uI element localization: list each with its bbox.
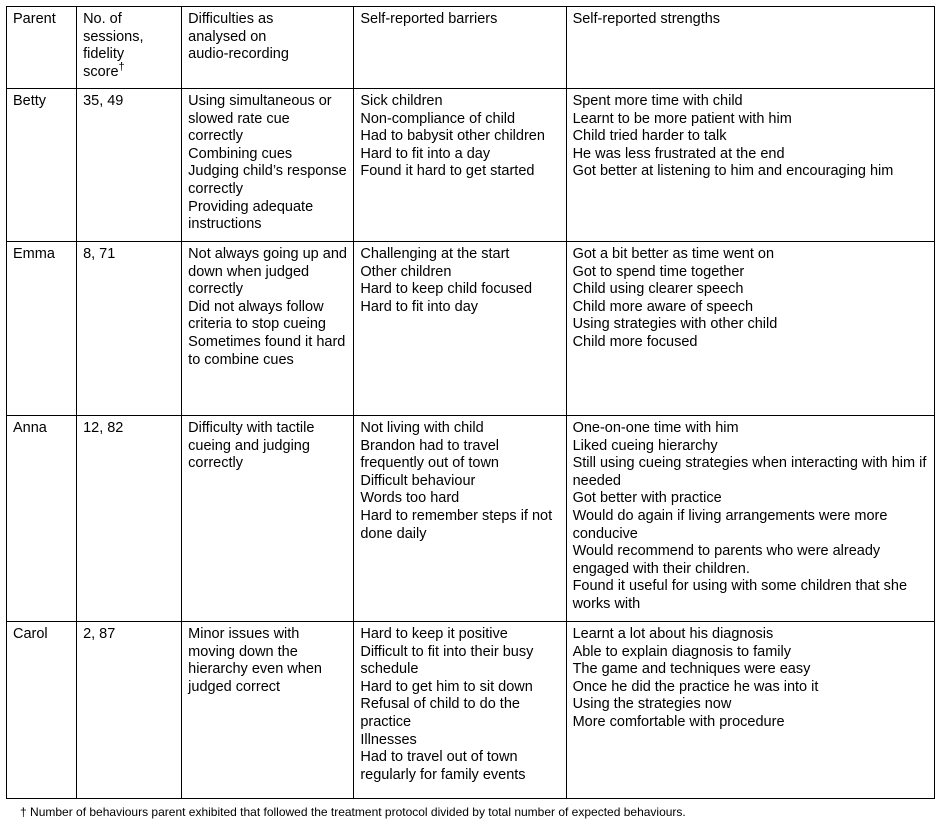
list-item: Child more focused — [572, 333, 698, 350]
list-item: Learnt a lot about his diagnosis — [572, 626, 774, 642]
table-body — [7, 89, 935, 799]
column-header-difficulties-line3: audio-recording — [188, 46, 289, 63]
list-item: Hard to fit into day — [360, 298, 479, 315]
list-item: Minor issues with moving down the hierarchy even when judged correct — [188, 626, 322, 695]
cell-sessions-fidelity — [77, 622, 182, 799]
cell-strengths — [566, 622, 934, 799]
table-row — [7, 622, 935, 799]
list-item: Still using cueing strategies when interacting with him if needed — [572, 455, 927, 489]
list-item: Found it useful for using with some children that she works with — [572, 578, 908, 612]
cell-parent-name — [7, 242, 77, 416]
cell-strengths — [566, 416, 934, 622]
sessions-fidelity-value: 12, 82 — [83, 420, 124, 436]
strengths-list — [573, 626, 929, 732]
difficulties-list — [188, 626, 348, 696]
parent-name: Betty — [13, 93, 47, 109]
list-item: Sick children — [360, 93, 443, 109]
sessions-fidelity-value: 35, 49 — [83, 93, 124, 109]
list-item: Other children — [360, 263, 452, 280]
list-item: Words too hard — [360, 490, 460, 507]
list-item: Hard to get him to sit down — [360, 678, 533, 695]
column-header-parent — [7, 7, 77, 89]
difficulties-list — [188, 246, 348, 369]
list-item: Child more aware of speech — [572, 298, 754, 315]
cell-strengths — [566, 89, 934, 242]
cell-parent-name — [7, 89, 77, 242]
list-item: Hard to remember steps if not done daily — [360, 507, 553, 542]
list-item: Liked cueing hierarchy — [572, 437, 718, 454]
parent-outcomes-table — [6, 6, 935, 799]
cell-barriers — [354, 416, 566, 622]
cell-sessions-fidelity — [77, 242, 182, 416]
table-header — [7, 7, 935, 89]
list-item: Judging child’s response correctly — [188, 163, 347, 197]
dagger-footnote-marker: † — [118, 60, 125, 73]
column-header-strengths — [566, 7, 934, 89]
parent-name: Anna — [13, 420, 47, 436]
column-header-difficulties-line1: Difficulties as — [188, 11, 274, 27]
list-item: Child tried harder to talk — [572, 128, 727, 145]
list-item: Non-compliance of child — [360, 110, 516, 127]
parent-name: Emma — [13, 246, 55, 262]
cell-barriers — [354, 622, 566, 799]
sessions-fidelity-value: 2, 87 — [83, 626, 116, 642]
list-item: Difficult behaviour — [360, 472, 476, 489]
list-item: Would do again if living arrangements were more conducive — [572, 507, 888, 542]
list-item: Would recommend to parents who were already engaged with their children. — [572, 543, 881, 577]
list-item: Did not always follow criteria to stop cueing — [188, 298, 326, 333]
cell-strengths — [566, 242, 934, 416]
cell-barriers — [354, 242, 566, 416]
table-row — [7, 89, 935, 242]
sessions-fidelity-value: 8, 71 — [83, 246, 116, 262]
list-item: Had to travel out of town regularly for family events — [360, 749, 526, 783]
list-item: Got better at listening to him and encouraging him — [572, 163, 894, 180]
barriers-list — [360, 93, 560, 181]
header-row — [7, 7, 935, 89]
cell-sessions-fidelity — [77, 416, 182, 622]
list-item: Using simultaneous or slowed rate cue correctly — [188, 93, 332, 145]
list-item: Using the strategies now — [572, 696, 732, 713]
list-item: Difficulty with tactile cueing and judging correctly — [188, 420, 315, 472]
column-header-sessions-line1: No. of — [83, 11, 122, 27]
list-item: Using strategies with other child — [572, 316, 778, 333]
table-footnote — [6, 799, 935, 820]
list-item: Hard to fit into a day — [360, 145, 491, 162]
list-item: Brandon had to travel frequently out of town — [360, 437, 499, 472]
list-item: Not always going up and down when judged correctly — [188, 246, 347, 298]
column-header-difficulties — [182, 7, 354, 89]
list-item: Hard to keep it positive — [360, 626, 508, 642]
list-item: One-on-one time with him — [572, 420, 739, 436]
list-item: Not living with child — [360, 420, 484, 436]
column-header-sessions-line2: sessions, — [83, 28, 144, 45]
barriers-list — [360, 420, 560, 543]
list-item: More comfortable with procedure — [572, 713, 785, 730]
list-item: Illnesses — [360, 731, 417, 748]
table-row — [7, 242, 935, 416]
list-item: Got a bit better as time went on — [572, 246, 775, 262]
list-item: Hard to keep child focused — [360, 281, 533, 298]
cell-sessions-fidelity — [77, 89, 182, 242]
cell-barriers — [354, 89, 566, 242]
column-header-barriers — [354, 7, 566, 89]
list-item: Combining cues — [188, 145, 293, 162]
list-item: Learnt to be more patient with him — [572, 110, 792, 127]
list-item: Spent more time with child — [572, 93, 743, 109]
list-item: Able to explain diagnosis to family — [572, 643, 791, 660]
list-item: Providing adequate instructions — [188, 198, 314, 233]
barriers-list — [360, 626, 560, 784]
list-item: Once he did the practice he was into it — [572, 678, 819, 695]
footnote-marker-icon: † — [20, 805, 27, 819]
strengths-list — [573, 93, 929, 181]
list-item: Challenging at the start — [360, 246, 510, 262]
list-item: Had to babysit other children — [360, 128, 545, 145]
column-header-sessions — [77, 7, 182, 89]
table-row — [7, 416, 935, 622]
column-header-barriers-label: Self-reported barriers — [360, 11, 498, 27]
cell-difficulties — [182, 89, 354, 242]
list-item: Found it hard to get started — [360, 163, 535, 180]
list-item: He was less frustrated at the end — [572, 145, 785, 162]
cell-difficulties — [182, 242, 354, 416]
strengths-list — [573, 420, 929, 614]
difficulties-list — [188, 420, 348, 473]
list-item: Difficult to fit into their busy schedule — [360, 643, 534, 678]
footnote-text: Number of behaviours parent exhibited that followed the treatment protocol divided by total number of expected behaviours. — [30, 805, 686, 819]
barriers-list — [360, 246, 560, 316]
strengths-list — [573, 246, 929, 352]
list-item: Got to spend time together — [572, 263, 745, 280]
list-item: Child using clearer speech — [572, 281, 744, 298]
list-item: Got better with practice — [572, 490, 722, 507]
column-header-sessions-line3: fidelity — [83, 46, 125, 63]
column-header-difficulties-line2: analysed on — [188, 28, 267, 45]
column-header-sessions-line4: score — [83, 63, 119, 80]
list-item: The game and techniques were easy — [572, 661, 811, 678]
list-item: Sometimes found it hard to combine cues — [188, 333, 346, 368]
cell-parent-name — [7, 622, 77, 799]
difficulties-list — [188, 93, 348, 234]
column-header-strengths-label: Self-reported strengths — [572, 11, 721, 27]
list-item: Refusal of child to do the practice — [360, 696, 520, 730]
column-header-parent-label: Parent — [13, 11, 56, 27]
cell-difficulties — [182, 622, 354, 799]
parent-name: Carol — [13, 626, 48, 642]
cell-difficulties — [182, 416, 354, 622]
cell-parent-name — [7, 416, 77, 622]
